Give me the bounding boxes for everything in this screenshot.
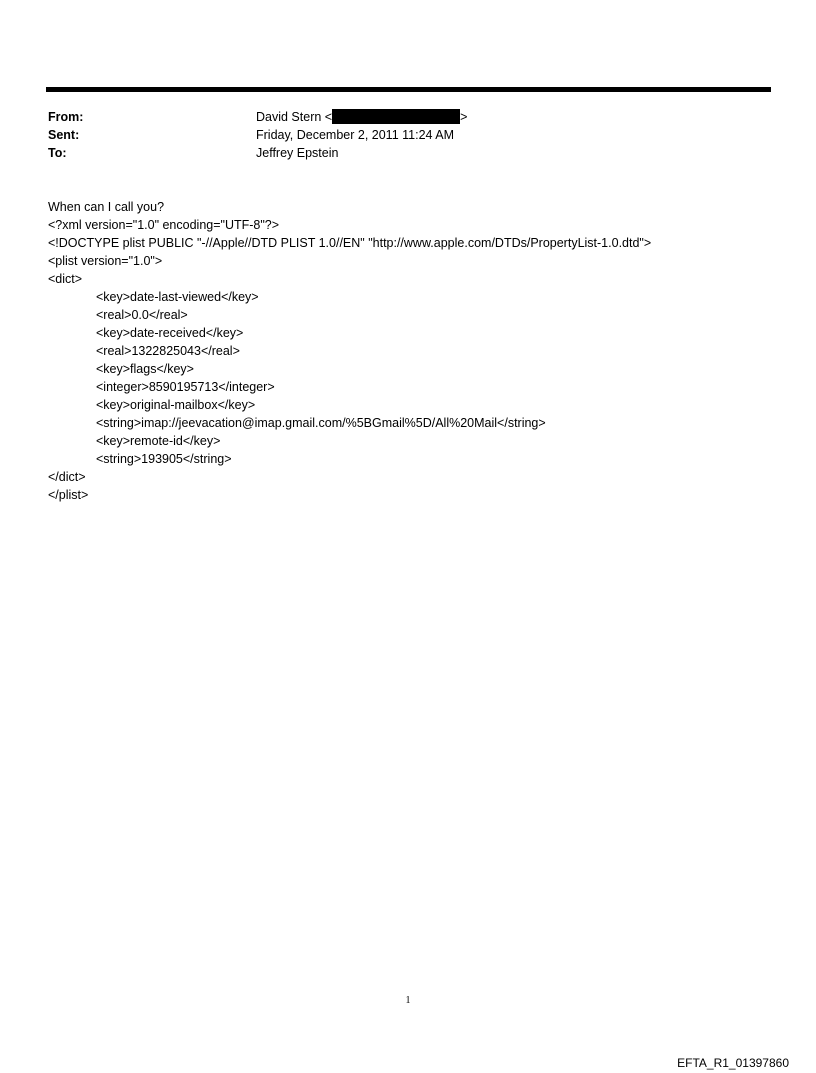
- body-line: </dict>: [48, 470, 86, 484]
- email-header: [48, 108, 748, 162]
- body-line: <key>remote-id</key>: [96, 434, 221, 448]
- body-line: <key>original-mailbox</key>: [96, 398, 256, 412]
- to-label: To:: [48, 146, 67, 160]
- from-name: David Stern <: [256, 110, 333, 124]
- body-line: </plist>: [48, 488, 89, 502]
- from-close: >: [460, 110, 468, 124]
- body-line: <string>imap://jeevacation@imap.gmail.com/%5BGmail%5D/All%20Mail</string>: [96, 416, 546, 430]
- page-number: 1: [405, 995, 411, 1006]
- body-line: <key>date-last-viewed</key>: [96, 290, 259, 304]
- header-rule: [46, 87, 771, 92]
- to-row: [48, 144, 748, 162]
- bates-number: EFTA_R1_01397860: [677, 1056, 789, 1070]
- body-line: <real>1322825043</real>: [96, 344, 240, 358]
- body-line: <key>date-received</key>: [96, 326, 244, 340]
- sent-row: [48, 126, 748, 144]
- body-line: <!DOCTYPE plist PUBLIC "-//Apple//DTD PLIST 1.0//EN" "http://www.apple.com/DTDs/PropertyList-1.0.dtd">: [48, 236, 652, 250]
- from-row: [48, 108, 748, 126]
- body-line: <dict>: [48, 272, 83, 286]
- body-line: <string>193905</string>: [96, 452, 232, 466]
- body-line: <plist version="1.0">: [48, 254, 163, 268]
- body-line: When can I call you?: [48, 200, 165, 214]
- redaction-box: [332, 109, 460, 124]
- from-value: [256, 108, 467, 126]
- body-line: <key>flags</key>: [96, 362, 194, 376]
- sent-value: Friday, December 2, 2011 11:24 AM: [256, 128, 455, 142]
- email-body: [48, 198, 768, 504]
- to-value: Jeffrey Epstein: [256, 146, 339, 160]
- body-line: <real>0.0</real>: [96, 308, 188, 322]
- body-line: <integer>8590195713</integer>: [96, 380, 275, 394]
- sent-label: Sent:: [48, 128, 80, 142]
- body-line: <?xml version="1.0" encoding="UTF-8"?>: [48, 218, 280, 232]
- from-label: From:: [48, 110, 84, 124]
